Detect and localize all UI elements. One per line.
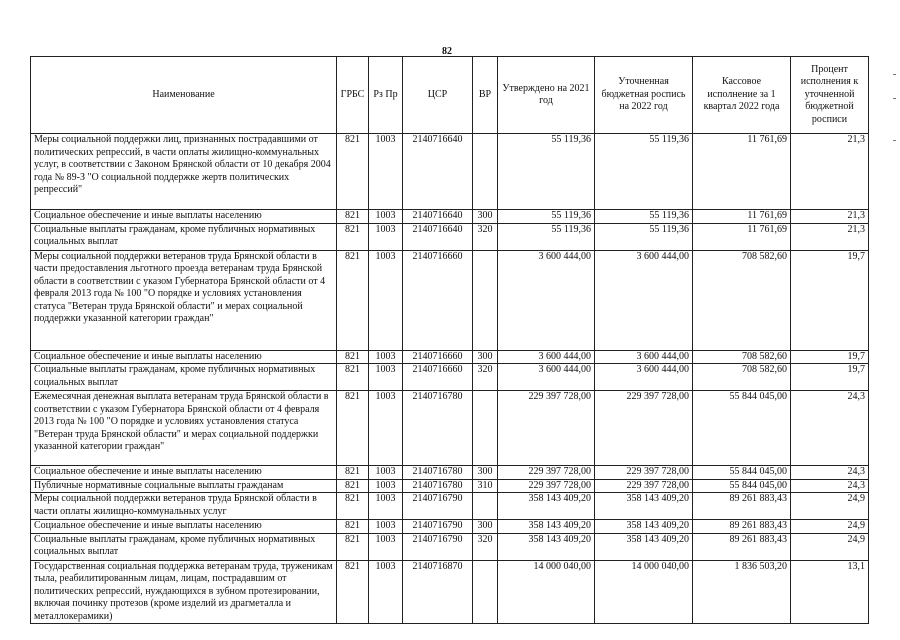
row-approved-2021: 3 600 444,00 (498, 364, 595, 391)
row-vr (473, 391, 498, 466)
table-row (31, 364, 869, 391)
row-name: Публичные нормативные социальные выплаты гражданам (31, 479, 337, 493)
row-csr: 2140716640 (403, 223, 473, 250)
row-csr: 2140716790 (403, 493, 473, 520)
page-number: 82 (442, 46, 452, 57)
row-vr: 320 (473, 223, 498, 250)
row-name: Социальное обеспечение и иные выплаты населению (31, 210, 337, 224)
row-rz-pr: 1003 (369, 493, 403, 520)
row-cash-q1-2022: 89 261 883,43 (693, 533, 791, 560)
row-vr: 300 (473, 210, 498, 224)
row-vr (473, 250, 498, 350)
row-cash-q1-2022: 55 844 045,00 (693, 466, 791, 480)
column-header-approved-2021: Утверждено на 2021 год (498, 57, 595, 134)
row-grbs: 821 (337, 479, 369, 493)
row-rz-pr: 1003 (369, 350, 403, 364)
row-name: Социальное обеспечение и иные выплаты населению (31, 520, 337, 534)
row-rz-pr: 1003 (369, 134, 403, 210)
row-name: Социальные выплаты гражданам, кроме публичных нормативных социальных выплат (31, 364, 337, 391)
row-cash-q1-2022: 1 836 503,20 (693, 560, 791, 624)
row-name: Меры социальной поддержки ветеранов труда Брянской области в части оплаты жилищно-коммунальных услуг (31, 493, 337, 520)
row-rz-pr: 1003 (369, 223, 403, 250)
row-percent: 24,9 (791, 533, 869, 560)
scan-edge-mark (893, 140, 896, 141)
row-csr: 2140716780 (403, 466, 473, 480)
row-refined-2022: 55 119,36 (595, 134, 693, 210)
row-rz-pr: 1003 (369, 560, 403, 624)
row-vr (473, 560, 498, 624)
row-vr: 300 (473, 520, 498, 534)
row-vr (473, 134, 498, 210)
row-csr: 2140716780 (403, 391, 473, 466)
row-cash-q1-2022: 708 582,60 (693, 364, 791, 391)
row-name: Социальные выплаты гражданам, кроме публичных нормативных социальных выплат (31, 223, 337, 250)
row-grbs: 821 (337, 250, 369, 350)
row-percent: 24,3 (791, 479, 869, 493)
row-grbs: 821 (337, 350, 369, 364)
row-refined-2022: 55 119,36 (595, 223, 693, 250)
row-approved-2021: 55 119,36 (498, 134, 595, 210)
row-percent: 21,3 (791, 210, 869, 224)
row-cash-q1-2022: 708 582,60 (693, 350, 791, 364)
row-name: Меры социальной поддержки лиц, признанных пострадавшими от политических репрессий, в части оплаты жилищно-коммунальных услуг, в соответствии с Законом Брянской области от 10 декабря 2004 года № 89-З "О социальной поддержке жертв политических репрессий" (31, 134, 337, 210)
row-grbs: 821 (337, 134, 369, 210)
row-grbs: 821 (337, 520, 369, 534)
row-refined-2022: 14 000 040,00 (595, 560, 693, 624)
row-name: Государственная социальная поддержка ветеранам труда, труженикам тыла, реабилитированным лицам, лицам, пострадавшим от политических репрессий, нуждающихся в зубном протезировании, включая починку протезов (кроме изделий из драгметалла и металлокерамики) (31, 560, 337, 624)
row-refined-2022: 229 397 728,00 (595, 391, 693, 466)
row-name: Ежемесячная денежная выплата ветеранам труда Брянской области в соответствии с указом Губернатора Брянской области от 4 февраля 2013 года № 100 "О порядке и условиях установления статуса "Ветеран труда Брянской области" и мерах социальной поддержки указанной категории граждан" (31, 391, 337, 466)
row-vr: 300 (473, 350, 498, 364)
row-rz-pr: 1003 (369, 210, 403, 224)
row-refined-2022: 358 143 409,20 (595, 533, 693, 560)
row-refined-2022: 229 397 728,00 (595, 466, 693, 480)
scan-edge-mark (893, 74, 896, 75)
row-approved-2021: 358 143 409,20 (498, 533, 595, 560)
row-cash-q1-2022: 11 761,69 (693, 134, 791, 210)
column-header-refined-2022: Уточненная бюджетная роспись на 2022 год (595, 57, 693, 134)
row-approved-2021: 229 397 728,00 (498, 466, 595, 480)
row-approved-2021: 358 143 409,20 (498, 493, 595, 520)
scan-edge-mark (893, 98, 896, 99)
row-percent: 13,1 (791, 560, 869, 624)
table-row (31, 250, 869, 350)
row-refined-2022: 229 397 728,00 (595, 479, 693, 493)
row-grbs: 821 (337, 364, 369, 391)
row-name: Социальные выплаты гражданам, кроме публичных нормативных социальных выплат (31, 533, 337, 560)
row-approved-2021: 14 000 040,00 (498, 560, 595, 624)
row-refined-2022: 3 600 444,00 (595, 350, 693, 364)
row-grbs: 821 (337, 560, 369, 624)
row-csr: 2140716660 (403, 250, 473, 350)
row-grbs: 821 (337, 493, 369, 520)
column-header-name: Наименование (31, 57, 337, 134)
row-rz-pr: 1003 (369, 250, 403, 350)
row-rz-pr: 1003 (369, 364, 403, 391)
table-row (31, 210, 869, 224)
row-approved-2021: 55 119,36 (498, 223, 595, 250)
table-body (31, 134, 869, 624)
row-name: Меры социальной поддержки ветеранов труда Брянской области в части предоставления льготного проезда ветеранам труда Брянской области в соответствии с указом Губернатора Брянской области от 4 февраля 2013 года № 100 "О порядке и условиях установления статуса "Ветеран труда Брянской области" и мерах социальной поддержки указанной категории граждан" (31, 250, 337, 350)
row-vr: 320 (473, 533, 498, 560)
table-row (31, 134, 869, 210)
row-rz-pr: 1003 (369, 533, 403, 560)
row-vr: 320 (473, 364, 498, 391)
row-grbs: 821 (337, 533, 369, 560)
row-cash-q1-2022: 89 261 883,43 (693, 520, 791, 534)
column-header-percent: Процент исполнения к уточненной бюджетной росписи (791, 57, 869, 134)
row-cash-q1-2022: 55 844 045,00 (693, 479, 791, 493)
row-vr: 310 (473, 479, 498, 493)
column-header-grbs: ГРБС (337, 57, 369, 134)
row-refined-2022: 55 119,36 (595, 210, 693, 224)
row-grbs: 821 (337, 466, 369, 480)
column-header-cash-q1-2022: Кассовое исполнение за 1 квартал 2022 года (693, 57, 791, 134)
table-row (31, 533, 869, 560)
row-grbs: 821 (337, 210, 369, 224)
table-row (31, 391, 869, 466)
row-approved-2021: 229 397 728,00 (498, 479, 595, 493)
row-cash-q1-2022: 11 761,69 (693, 223, 791, 250)
row-approved-2021: 358 143 409,20 (498, 520, 595, 534)
table-row (31, 223, 869, 250)
row-grbs: 821 (337, 391, 369, 466)
row-percent: 21,3 (791, 223, 869, 250)
row-rz-pr: 1003 (369, 520, 403, 534)
row-csr: 2140716780 (403, 479, 473, 493)
row-cash-q1-2022: 55 844 045,00 (693, 391, 791, 466)
row-csr: 2140716640 (403, 134, 473, 210)
row-refined-2022: 3 600 444,00 (595, 250, 693, 350)
column-header-rz-pr: Рз Пр (369, 57, 403, 134)
row-csr: 2140716640 (403, 210, 473, 224)
column-header-vr: ВР (473, 57, 498, 134)
row-csr: 2140716870 (403, 560, 473, 624)
table-row (31, 520, 869, 534)
row-percent: 24,9 (791, 520, 869, 534)
row-rz-pr: 1003 (369, 479, 403, 493)
row-csr: 2140716660 (403, 350, 473, 364)
row-approved-2021: 3 600 444,00 (498, 350, 595, 364)
row-cash-q1-2022: 708 582,60 (693, 250, 791, 350)
row-csr: 2140716790 (403, 520, 473, 534)
row-percent: 19,7 (791, 350, 869, 364)
row-percent: 21,3 (791, 134, 869, 210)
row-percent: 24,3 (791, 391, 869, 466)
table-row (31, 493, 869, 520)
row-rz-pr: 1003 (369, 466, 403, 480)
row-vr (473, 493, 498, 520)
row-percent: 19,7 (791, 250, 869, 350)
row-name: Социальное обеспечение и иные выплаты населению (31, 350, 337, 364)
row-csr: 2140716660 (403, 364, 473, 391)
row-grbs: 821 (337, 223, 369, 250)
table-row (31, 350, 869, 364)
row-rz-pr: 1003 (369, 391, 403, 466)
budget-execution-table (30, 56, 869, 624)
row-cash-q1-2022: 11 761,69 (693, 210, 791, 224)
column-header-csr: ЦСР (403, 57, 473, 134)
row-percent: 24,9 (791, 493, 869, 520)
row-name: Социальное обеспечение и иные выплаты населению (31, 466, 337, 480)
row-csr: 2140716790 (403, 533, 473, 560)
row-refined-2022: 358 143 409,20 (595, 520, 693, 534)
row-approved-2021: 3 600 444,00 (498, 250, 595, 350)
row-refined-2022: 3 600 444,00 (595, 364, 693, 391)
row-percent: 19,7 (791, 364, 869, 391)
table-row (31, 560, 869, 624)
row-vr: 300 (473, 466, 498, 480)
row-approved-2021: 229 397 728,00 (498, 391, 595, 466)
row-percent: 24,3 (791, 466, 869, 480)
row-cash-q1-2022: 89 261 883,43 (693, 493, 791, 520)
row-refined-2022: 358 143 409,20 (595, 493, 693, 520)
table-header-row (31, 57, 869, 134)
row-approved-2021: 55 119,36 (498, 210, 595, 224)
table-row (31, 466, 869, 480)
table-row (31, 479, 869, 493)
